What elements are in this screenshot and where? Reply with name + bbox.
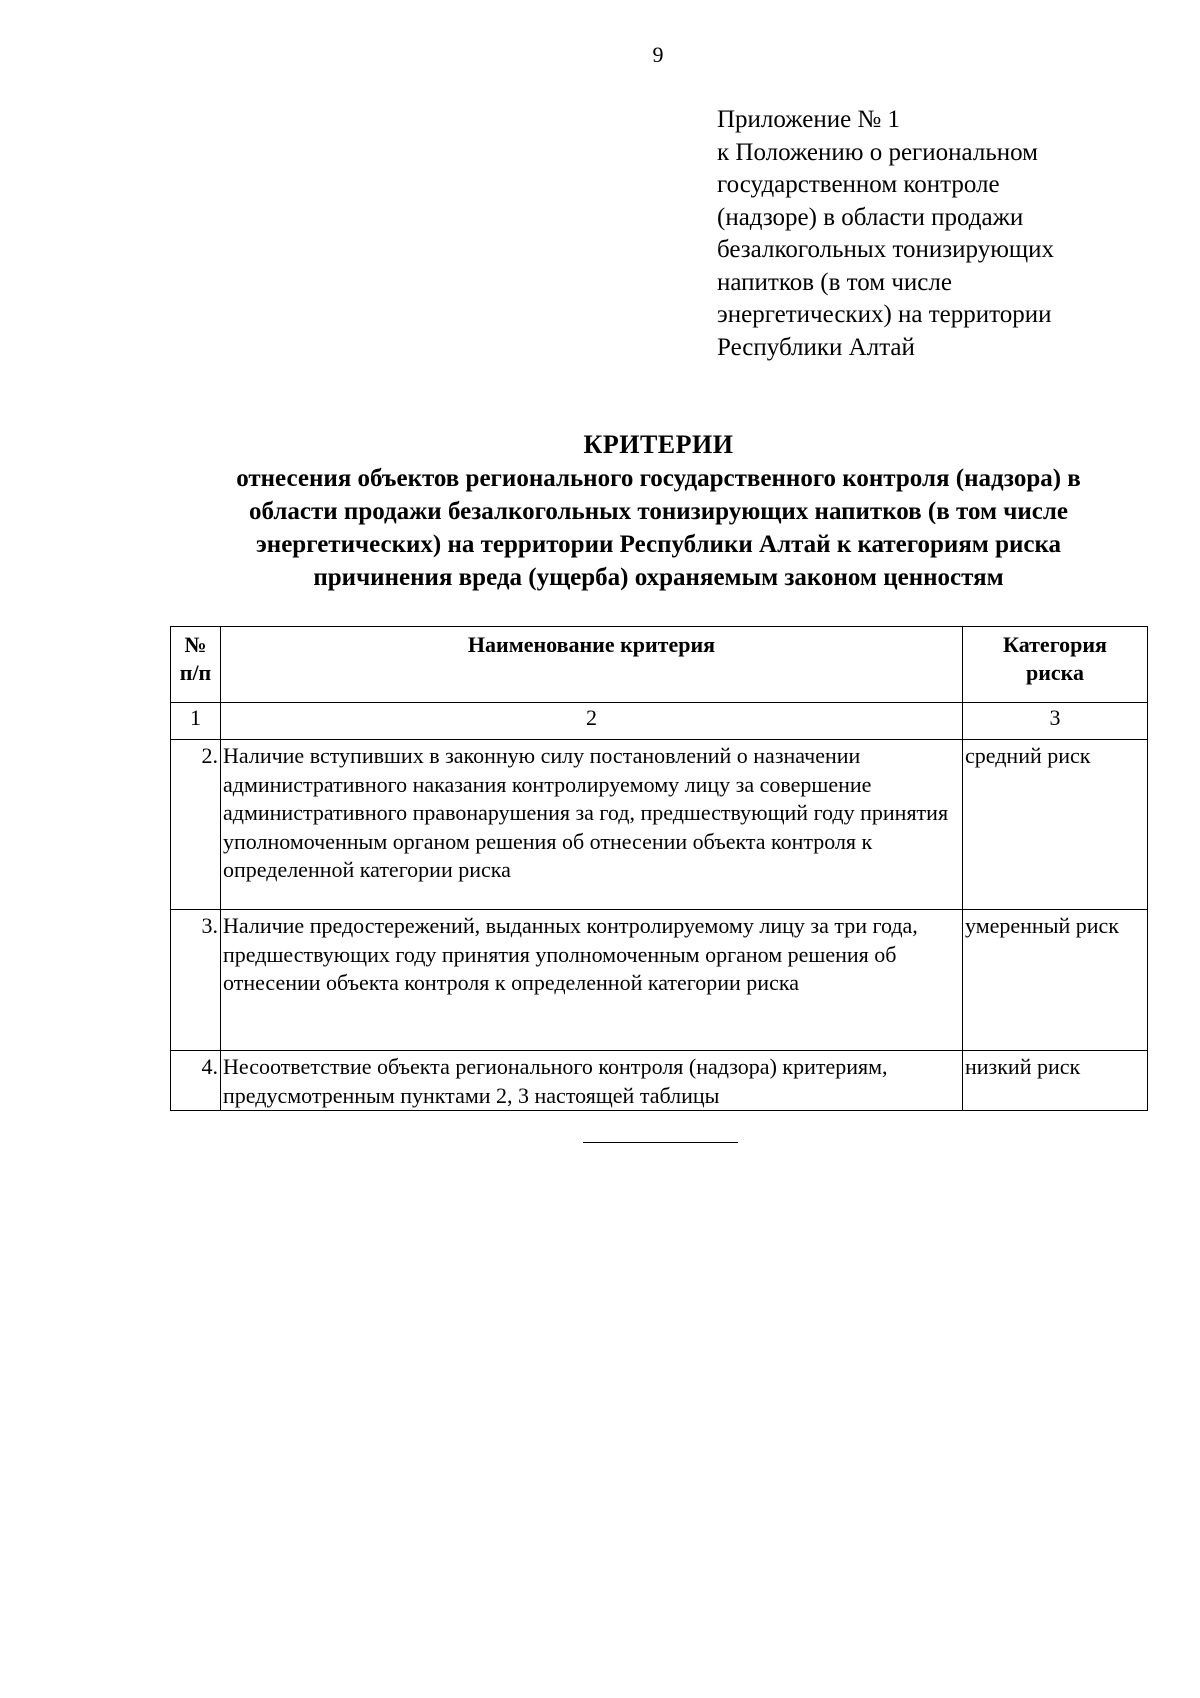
- header-num-line: №: [184, 632, 207, 657]
- risk-category: средний риск: [963, 740, 1148, 910]
- end-divider: [583, 1142, 738, 1143]
- header-criterion-name: Наименование критерия: [221, 627, 963, 703]
- appendix-line: (надзоре) в области продажи: [717, 203, 1024, 231]
- appendix-line: безалкогольных тонизирующих: [717, 236, 1055, 263]
- appendix-heading: [717, 104, 1177, 364]
- row-number: 3.: [171, 910, 221, 1051]
- title-subtitle-line: энергетических) на территории Республики Алтай к категориям риска: [255, 531, 1062, 558]
- criterion-text: Наличие предостережений, выданных контролируемому лицу за три года, предшествующих году принятия уполномоченным органом решения об отнесении объекта контроля к определенной категории риска: [221, 910, 963, 1051]
- index-cell: 2: [221, 703, 963, 740]
- header-num: [171, 627, 221, 703]
- table-index-row: [171, 703, 1148, 740]
- appendix-line: государственном контроле: [717, 171, 1000, 198]
- title-subtitle-line: области продажи безалкогольных тонизирующих напитков (в том числе: [249, 498, 1068, 525]
- header-num-line: п/п: [179, 660, 212, 685]
- header-category-line: риска: [1025, 660, 1085, 685]
- header-risk-category: [963, 627, 1148, 703]
- table-header-row: [171, 627, 1148, 703]
- header-category-line: Категория: [1003, 632, 1107, 657]
- table-row: [171, 910, 1148, 1051]
- title-main: КРИТЕРИИ: [583, 430, 734, 459]
- appendix-line: Приложение № 1: [717, 106, 901, 133]
- risk-category: низкий риск: [963, 1051, 1148, 1111]
- appendix-line: энергетических) на территории: [717, 301, 1052, 328]
- appendix-line: Республики Алтай: [717, 333, 915, 361]
- index-cell: 1: [171, 703, 221, 740]
- appendix-line: напитков (в том числе: [717, 268, 952, 296]
- document-title: [140, 428, 1177, 594]
- row-number: 2.: [171, 740, 221, 910]
- criteria-table: [170, 626, 1148, 1111]
- risk-category: умеренный риск: [963, 910, 1148, 1051]
- table-row: [171, 740, 1148, 910]
- index-cell: 3: [963, 703, 1148, 740]
- criterion-text: Наличие вступивших в законную силу постановлений о назначении административного наказания контролируемому лицу за совершение административного правонарушения за год, предшествующий году принятия уполномоченным органом решения об отнесении объекта контроля к определенной категории риска: [221, 740, 963, 910]
- title-subtitle-line: отнесения объектов регионального государственного контроля (надзора) в: [236, 465, 1081, 492]
- row-number: 4.: [171, 1051, 221, 1111]
- table-row: [171, 1051, 1148, 1111]
- criterion-text: Несоответствие объекта регионального контроля (надзора) критериям, предусмотренным пунктами 2, 3 настоящей таблицы: [221, 1051, 963, 1111]
- appendix-line: к Положению о региональном: [717, 138, 1038, 166]
- page-number: 9: [652, 42, 664, 67]
- title-subtitle-line: причинения вреда (ущерба) охраняемым законом ценностям: [313, 564, 1004, 591]
